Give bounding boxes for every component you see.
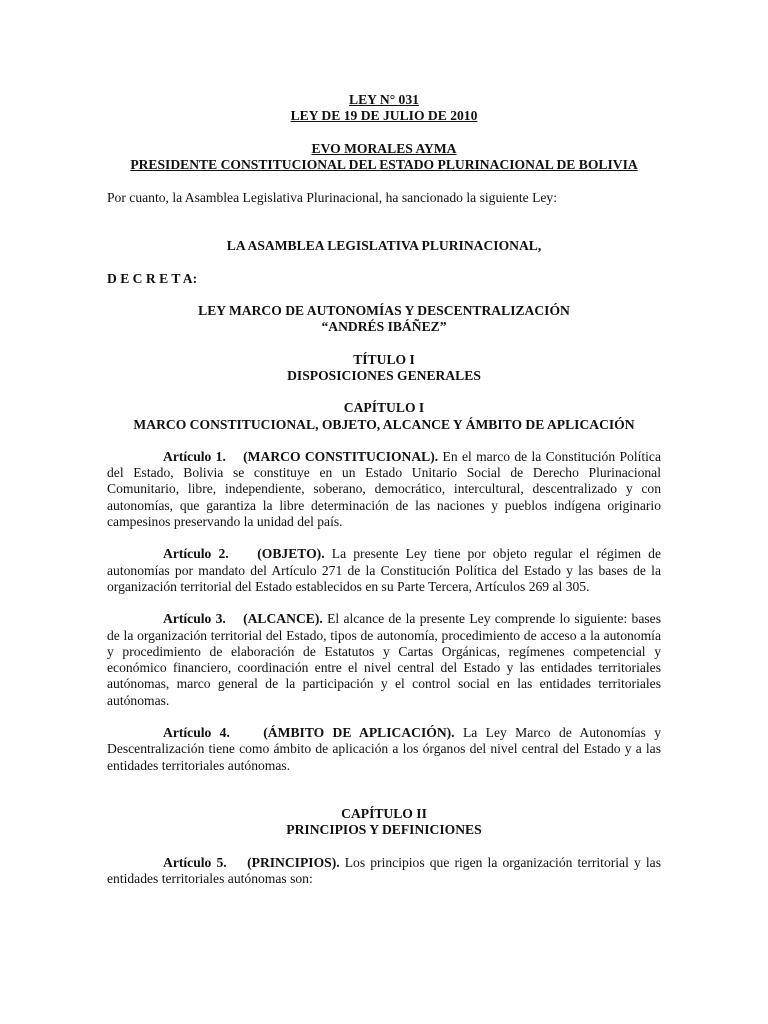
- titulo-name: DISPOSICIONES GENERALES: [287, 367, 481, 383]
- law-number: LEY N° 031: [349, 92, 419, 107]
- president-name: EVO MORALES AYMA: [311, 140, 457, 156]
- article-5: [107, 855, 661, 888]
- article-1-label: Artículo 1.: [163, 448, 226, 464]
- intro-paragraph: Por cuanto, la Asamblea Legislativa Plurinacional, ha sancionado la siguiente Ley:: [107, 190, 557, 206]
- decreta-heading: D E C R E T A:: [107, 270, 198, 286]
- capitulo1-name: MARCO CONSTITUCIONAL, OBJETO, ALCANCE Y ÁMBITO DE APLICACIÓN: [133, 416, 635, 432]
- article-5-text: Los principios que rigen la organización territorial y las entidades territoriales autónomas son:: [107, 854, 661, 886]
- law-name: [107, 303, 661, 336]
- article-1-text: En el marco de la Constitución Política del Estado, Bolivia se constituye en un Estado Unitario Social de Derecho Plurinacional Comunitario, libre, independiente, soberano, democrático, intercultural, descentralizado y con autonomías, que garantiza la libre determinación de las naciones y pueblos indígena originario campesinos preservando la unidad del país.: [107, 448, 661, 530]
- capitulo1-label: CAPÍTULO I: [343, 400, 425, 416]
- president-header: [107, 141, 661, 174]
- capitulo2-name: PRINCIPIOS Y DEFINICIONES: [286, 822, 482, 838]
- article-2-label: Artículo 2.: [163, 546, 229, 562]
- law-name-line1: LEY MARCO DE AUTONOMÍAS Y DESCENTRALIZACIÓN: [198, 303, 570, 319]
- law-name-line2: “ANDRÉS IBÁÑEZ”: [321, 319, 447, 335]
- article-5-label: Artículo 5.: [163, 854, 227, 870]
- article-2: [107, 546, 661, 595]
- article-4-text: La Ley Marco de Autonomías y Descentralización tiene como ámbito de aplicación a los órganos del nivel central del Estado y a las entidades territoriales autónomas.: [107, 725, 661, 773]
- titulo-label: TÍTULO I: [353, 351, 415, 367]
- capitulo2-label: CAPÍTULO II: [341, 805, 427, 821]
- article-3-label: Artículo 3.: [163, 611, 226, 627]
- article-4-title: (ÁMBITO DE APLICACIÓN).: [263, 725, 455, 741]
- assembly-heading: LA ASAMBLEA LEGISLATIVA PLURINACIONAL,: [226, 238, 542, 254]
- article-5-title: (PRINCIPIOS).: [247, 854, 340, 870]
- law-header: [107, 92, 661, 125]
- titulo-heading: [107, 352, 661, 385]
- document-page: [107, 92, 661, 887]
- article-4: [107, 725, 661, 774]
- capitulo1-heading: [107, 400, 661, 433]
- article-4-label: Artículo 4.: [163, 725, 230, 741]
- article-3: [107, 611, 661, 709]
- law-date: LEY DE 19 DE JULIO DE 2010: [290, 108, 478, 124]
- president-title: PRESIDENTE CONSTITUCIONAL DEL ESTADO PLURINACIONAL DE BOLIVIA: [130, 156, 638, 172]
- article-1-title: (MARCO CONSTITUCIONAL).: [243, 448, 439, 464]
- article-3-text: El alcance de la presente Ley comprende lo siguiente: bases de la organización territorial del Estado, tipos de autonomía, procedimiento de acceso a la autonomía y procedimiento de elaboración de Estatutos y Cartas Orgánicas, regímenes competencial y económico financiero, coordinación entre el nivel central del Estado y las entidades territoriales autónomas, marco general de la participación y el control social en las entidades territoriales autónomas.: [107, 611, 661, 708]
- capitulo2-heading: [107, 806, 661, 839]
- article-2-text: La presente Ley tiene por objeto regular el régimen de autonomías por mandato del Artículo 271 de la Constitución Política del Estado y las bases de la organización territorial del Estado establecidos en su Parte Tercera, Artículos 269 al 305.: [107, 546, 662, 594]
- article-2-title: (OBJETO).: [257, 546, 325, 562]
- article-3-title: (ALCANCE).: [243, 611, 323, 627]
- article-1: [107, 449, 661, 530]
